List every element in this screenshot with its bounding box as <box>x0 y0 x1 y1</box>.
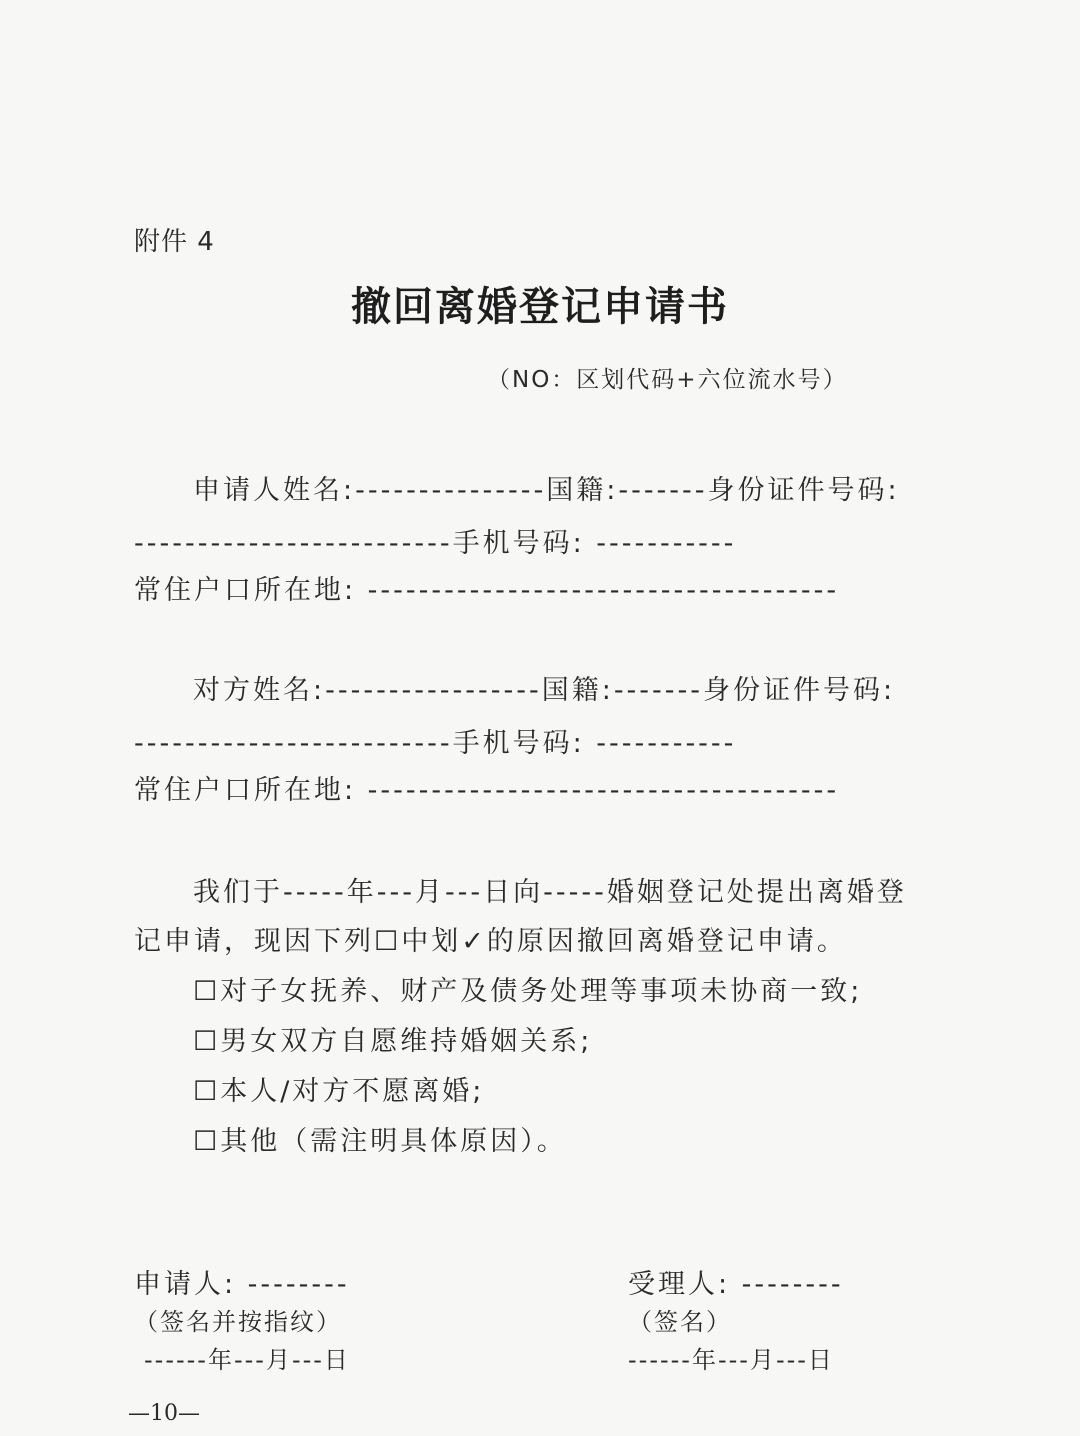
reason-item: ☐男女双方自愿维持婚姻关系; <box>193 1026 593 1057</box>
document-title: 撤回离婚登记申请书 <box>351 283 729 330</box>
applicant-line-3: 常住户口所在地: ------------------------------------- <box>134 575 840 606</box>
reason-item: ☐本人/对方不愿离婚; <box>193 1076 485 1107</box>
statement-line-2: 记申请，现因下列☐中划✓的原因撤回离婚登记申请。 <box>134 926 847 957</box>
applicant-signature-date: ------年---月---日 <box>144 1346 350 1374</box>
other-party-line-2: -------------------------手机号码: ----------- <box>134 728 737 759</box>
page-number: —10— <box>128 1401 200 1426</box>
handler-signature-note: （签名） <box>628 1308 732 1336</box>
applicant-signature-label: 申请人: -------- <box>134 1269 350 1300</box>
attachment-label: 附件 4 <box>134 227 215 257</box>
applicant-line-2: -------------------------手机号码: ----------- <box>134 528 737 559</box>
handler-signature-date: ------年---月---日 <box>628 1346 834 1374</box>
applicant-signature-note: （签名并按指纹） <box>134 1308 342 1336</box>
applicant-line-1: 申请人姓名:---------------国籍:-------身份证件号码: <box>193 475 900 506</box>
document-number-note: （NO：区划代码+六位流水号） <box>487 367 848 393</box>
reason-item: ☐对子女抚养、财产及债务处理等事项未协商一致; <box>193 976 863 1007</box>
handler-signature-label: 受理人: -------- <box>628 1269 844 1300</box>
reason-item: ☐其他（需注明具体原因）。 <box>193 1126 567 1157</box>
other-party-line-3: 常住户口所在地: ------------------------------------- <box>134 775 840 806</box>
other-party-line-1: 对方姓名:-----------------国籍:-------身份证件号码: <box>193 675 896 706</box>
statement-line-1: 我们于-----年---月---日向-----婚姻登记处提出离婚登 <box>193 877 907 908</box>
